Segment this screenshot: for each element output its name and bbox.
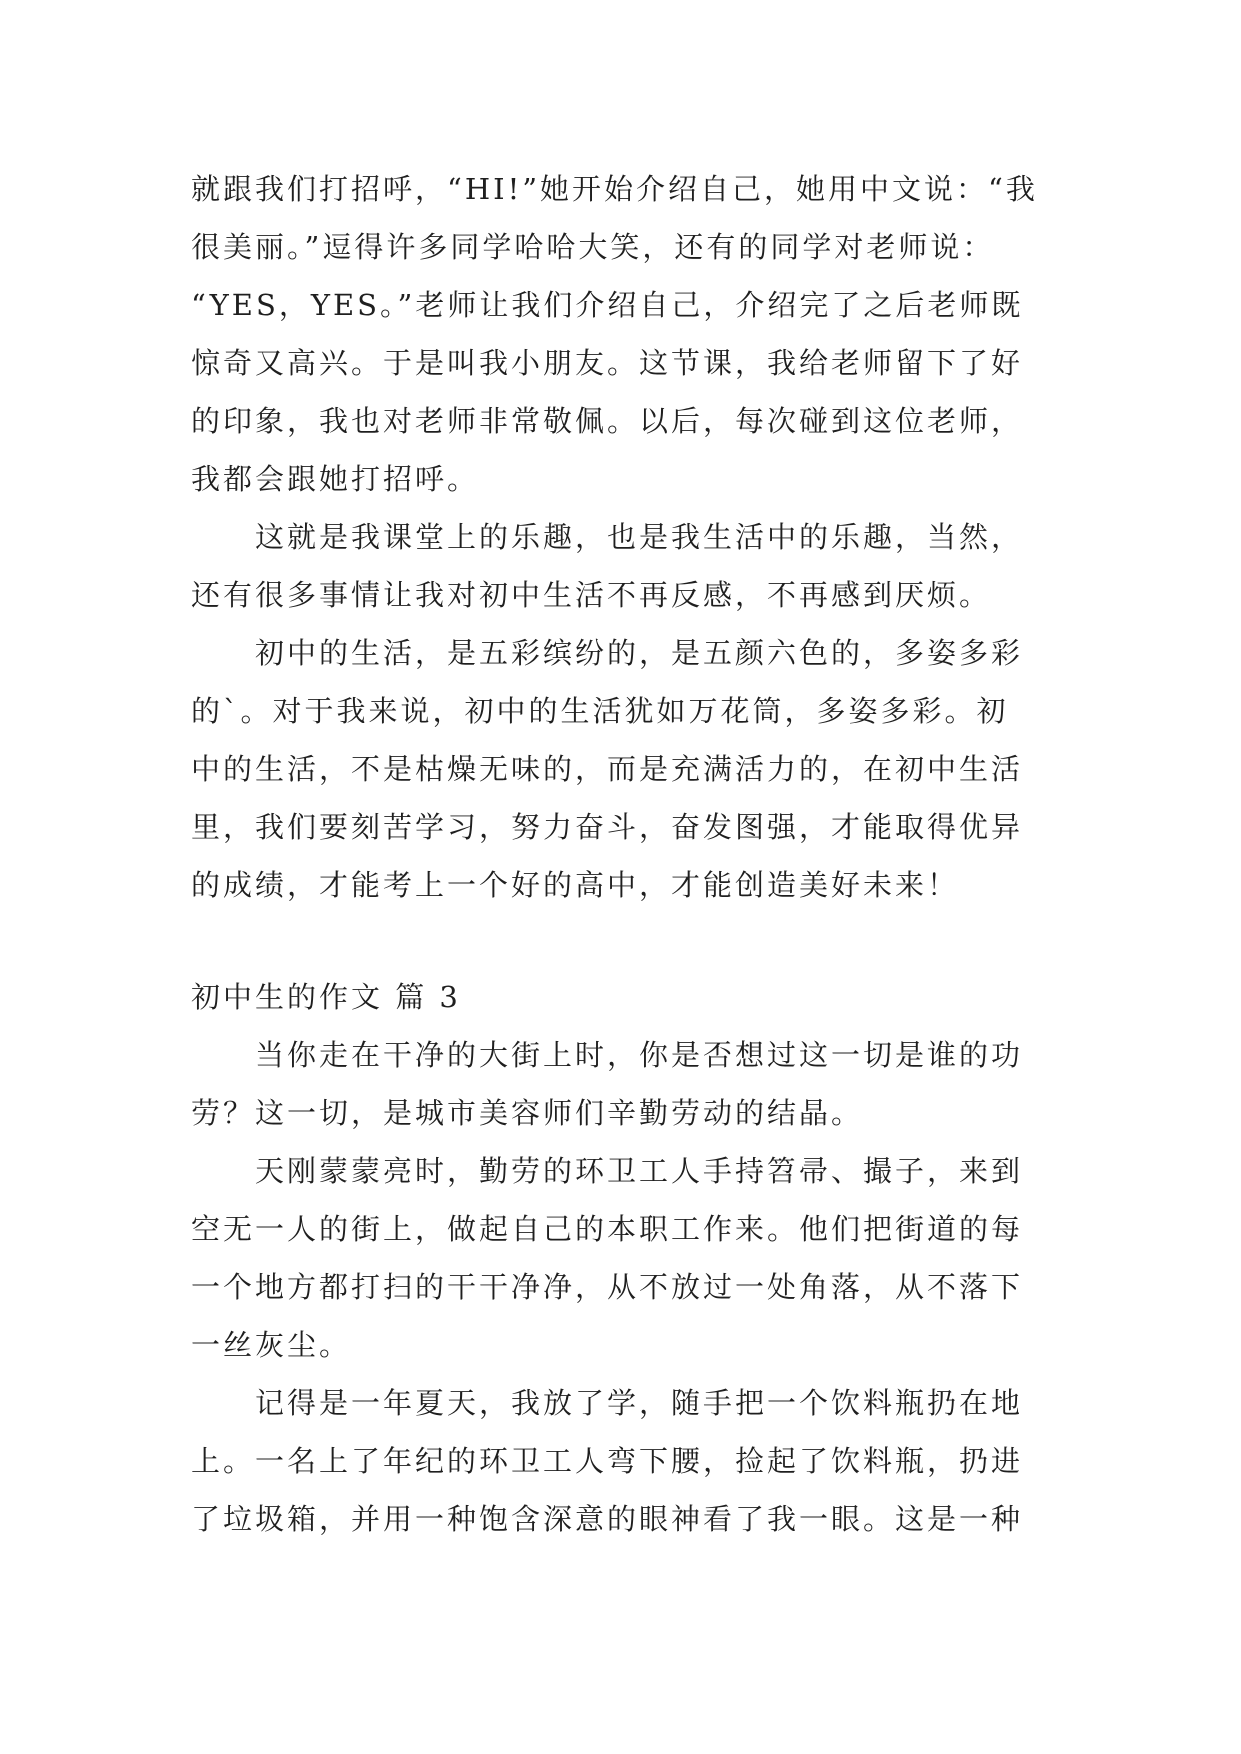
text-line: 的印象，我也对老师非常敬佩。以后，每次碰到这位老师，: [191, 404, 1024, 438]
text-line: “YES，YES。”老师让我们介绍自己，介绍完了之后老师既: [191, 288, 1024, 322]
text-line: 就跟我们打招呼，“HI!”她开始介绍自己，她用中文说：“我: [191, 172, 1038, 206]
text-line: 这就是我课堂上的乐趣，也是我生活中的乐趣，当然，: [191, 520, 1024, 554]
text-line: 记得是一年夏天，我放了学，随手把一个饮料瓶扔在地: [191, 1386, 1024, 1420]
text-line: 中的生活，不是枯燥无味的，而是充满活力的，在初中生活: [191, 752, 1024, 786]
text-line: 我都会跟她打招呼。: [191, 462, 480, 496]
text-line: 了垃圾箱，并用一种饱含深意的眼神看了我一眼。这是一种: [191, 1502, 1024, 1536]
text-line: 的`。对于我来说，初中的生活犹如万花筒，多姿多彩。初: [191, 694, 1009, 728]
text-line: 空无一人的街上，做起自己的本职工作来。他们把街道的每: [191, 1212, 1024, 1246]
text-line: 上。一名上了年纪的环卫工人弯下腰，捡起了饮料瓶，扔进: [191, 1444, 1024, 1478]
essay-part-2-body: [191, 160, 1061, 914]
text-line: 初中的生活，是五彩缤纷的，是五颜六色的，多姿多彩: [191, 636, 1024, 670]
essay-section-3-body: [191, 1026, 1061, 1548]
text-line: 里，我们要刻苦学习，努力奋斗，奋发图强，才能取得优异: [191, 810, 1024, 844]
text-line: 一个地方都打扫的干干净净，从不放过一处角落，从不落下: [191, 1270, 1024, 1304]
text-line: 惊奇又高兴。于是叫我小朋友。这节课，我给老师留下了好: [191, 346, 1024, 380]
text-line: 一丝灰尘。: [191, 1328, 352, 1362]
section-title: 初中生的作文 篇 3: [191, 980, 461, 1014]
text-line: 当你走在干净的大街上时，你是否想过这一切是谁的功: [191, 1038, 1024, 1072]
text-line: 还有很多事情让我对初中生活不再反感，不再感到厌烦。: [191, 578, 992, 612]
text-line: 天刚蒙蒙亮时，勤劳的环卫工人手持笤帚、撮子，来到: [191, 1154, 1024, 1188]
text-line: 很美丽。”逗得许多同学哈哈大笑，还有的同学对老师说：: [191, 230, 995, 264]
text-line: 的成绩，才能考上一个好的高中，才能创造美好未来！: [191, 868, 960, 902]
text-line: 劳？这一切，是城市美容师们辛勤劳动的结晶。: [191, 1096, 864, 1130]
